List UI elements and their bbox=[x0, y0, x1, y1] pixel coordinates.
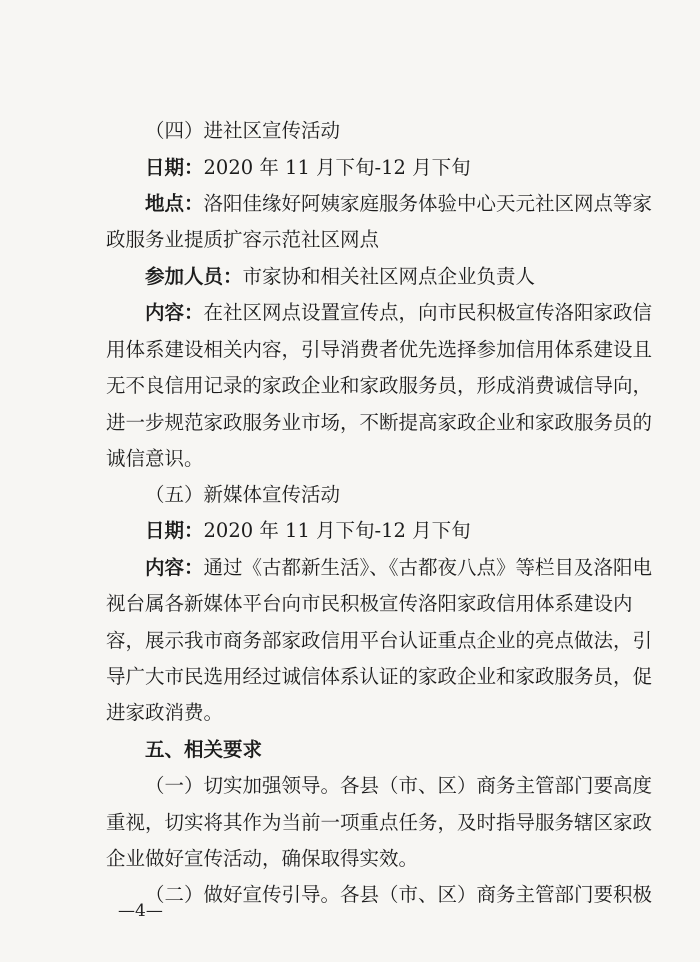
section5-heading: （五）新媒体宣传活动 bbox=[145, 483, 341, 506]
requirement-1-line3: 企业做好宣传活动，确保取得实效。 bbox=[106, 847, 419, 870]
requirement-1-line1: （一）切实加强领导。各县（市、区）商务主管部门要高度 bbox=[145, 774, 653, 797]
participants-label: 参加人员： bbox=[145, 265, 243, 288]
date-value: 2020 年 11 月下旬-12 月下旬 bbox=[203, 519, 471, 542]
requirement-2-line1: （二）做好宣传引导。各县（市、区）商务主管部门要积极 bbox=[145, 883, 653, 906]
section4-date bbox=[145, 155, 611, 181]
section4-participants bbox=[145, 264, 611, 290]
section5-content-line3: 容，展示我市商务部家政信用平台认证重点企业的亮点做法，引 bbox=[106, 629, 653, 652]
content-line1: 通过《古都新生活》、《古都夜八点》等栏目及洛阳电 bbox=[203, 556, 653, 579]
requirements-heading: 五、相关要求 bbox=[145, 738, 263, 761]
content-label: 内容： bbox=[145, 301, 204, 324]
date-label: 日期： bbox=[145, 156, 204, 179]
content-line1: 在社区网点设置宣传点，向市民积极宣传洛阳家政信 bbox=[203, 301, 653, 324]
date-value: 2020 年 11 月下旬-12 月下旬 bbox=[203, 156, 471, 179]
section5-date bbox=[145, 518, 611, 544]
section5-content bbox=[145, 555, 653, 581]
section4-place-line2: 政服务业提质扩容示范社区网点 bbox=[106, 228, 380, 251]
content-label: 内容： bbox=[145, 556, 204, 579]
section4-content-line2: 用体系建设相关内容，引导消费者优先选择参加信用体系建设且 bbox=[106, 338, 653, 361]
section5-content-line5: 进家政消费。 bbox=[106, 701, 224, 724]
page-number: —4— bbox=[118, 901, 163, 921]
section4-content-line4: 进一步规范家政服务业市场，不断提高家政企业和家政服务员的 bbox=[106, 411, 653, 434]
place-label: 地点： bbox=[145, 192, 204, 215]
section5-content-line2: 视台属各新媒体平台向市民积极宣传洛阳家政信用体系建设内 bbox=[106, 592, 633, 615]
section5-content-line4: 导广大市民选用经过诚信体系认证的家政企业和家政服务员，促 bbox=[106, 665, 653, 688]
section4-place bbox=[145, 191, 653, 217]
section4-content-line5: 诚信意识。 bbox=[106, 447, 204, 470]
requirement-1-line2: 重视，切实将其作为当前一项重点任务，及时指导服务辖区家政 bbox=[106, 811, 653, 834]
participants-value: 市家协和相关社区网点企业负责人 bbox=[242, 265, 536, 288]
date-label: 日期： bbox=[145, 519, 204, 542]
section4-content bbox=[145, 300, 653, 326]
section4-content-line3: 无不良信用记录的家政企业和家政服务员，形成消费诚信导向， bbox=[106, 374, 653, 397]
section4-heading: （四）进社区宣传活动 bbox=[145, 119, 341, 142]
place-value-line1: 洛阳佳缘好阿姨家庭服务体验中心天元社区网点等家 bbox=[203, 192, 653, 215]
